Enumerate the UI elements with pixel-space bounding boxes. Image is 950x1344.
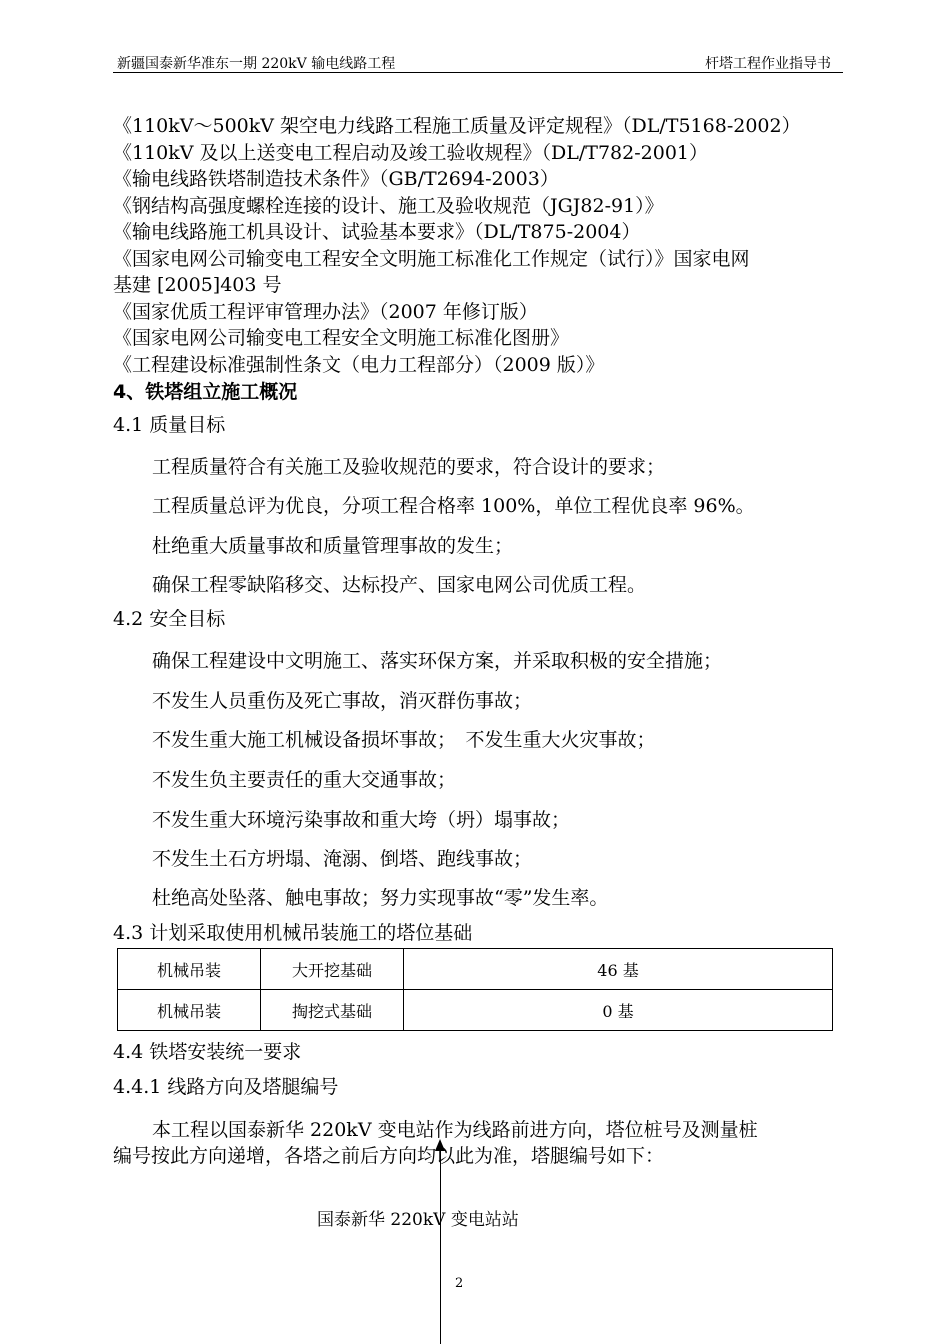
table-row — [118, 949, 833, 990]
reference-item: 《110kV～500kV 架空电力线路工程施工质量及评定规程》（DL/T5168-2002） — [113, 115, 801, 137]
arrow-up-icon — [435, 1139, 445, 1151]
reference-item: 《国家电网公司输变电工程安全文明施工标准化图册》 — [113, 327, 570, 349]
foundation-table — [117, 948, 833, 1031]
reference-item: 《工程建设标准强制性条文（电力工程部分）（2009 版）》 — [113, 354, 605, 376]
paragraph-line: 本工程以国泰新华 220kV 变电站作为线路前进方向，塔位桩号及测量桩 — [152, 1119, 758, 1141]
subsection-heading: 4.4.1 线路方向及塔腿编号 — [113, 1076, 339, 1098]
substation-label: 国泰新华 220kV 变电站站 — [317, 1210, 519, 1230]
reference-item: 《110kV 及以上送变电工程启动及竣工验收规程》（DL/T782-2001） — [113, 142, 709, 164]
safety-goal-item: 不发生负主要责任的重大交通事故； — [152, 769, 457, 791]
table-row — [118, 990, 833, 1031]
safety-goal-item: 不发生重大施工机械设备损坏事故； 不发生重大火灾事故； — [152, 729, 656, 751]
page-number: 2 — [455, 1276, 464, 1291]
reference-item: 《钢结构高强度螺栓连接的设计、施工及验收规范（JGJ82-91）》 — [113, 195, 664, 217]
table-cell: 0 基 — [404, 990, 833, 1031]
paragraph-line: 编号按此方向递增，各塔之前后方向均以此为准，塔腿编号如下： — [113, 1145, 665, 1167]
quality-goal-item: 杜绝重大质量事故和质量管理事故的发生； — [152, 535, 514, 557]
header-project-title: 新疆国泰新华准东一期 220kV 输电线路工程 — [117, 56, 396, 72]
reference-item: 《输电线路铁塔制造技术条件》（GB/T2694-2003） — [113, 168, 559, 190]
table-cell: 大开挖基础 — [261, 949, 404, 990]
subsection-heading: 4.2 安全目标 — [113, 608, 226, 630]
quality-goal-item: 确保工程零缺陷移交、达标投产、国家电网公司优质工程。 — [152, 574, 647, 596]
safety-goal-item: 不发生土石方坍塌、淹溺、倒塔、跑线事故； — [152, 848, 533, 870]
safety-goal-item: 不发生重大环境污染事故和重大垮（坍）塌事故； — [152, 809, 571, 831]
table-cell: 46 基 — [404, 949, 833, 990]
safety-goal-item: 杜绝高处坠落、触电事故；努力实现事故“零”发生率。 — [152, 887, 609, 909]
table-cell: 机械吊装 — [118, 949, 261, 990]
section-heading: 4、铁塔组立施工概况 — [113, 381, 298, 403]
subsection-heading: 4.1 质量目标 — [113, 414, 226, 436]
safety-goal-item: 确保工程建设中文明施工、落实环保方案，并采取积极的安全措施； — [152, 650, 723, 672]
reference-item: 《国家电网公司输变电工程安全文明施工标准化工作规定（试行）》国家电网 — [113, 248, 750, 270]
table-cell: 机械吊装 — [118, 990, 261, 1031]
header-rule — [113, 72, 843, 73]
table-cell: 掏挖式基础 — [261, 990, 404, 1031]
direction-arrow-line — [440, 1148, 441, 1344]
reference-item: 《国家优质工程评审管理办法》（2007 年修订版） — [113, 301, 538, 323]
reference-item: 《输电线路施工机具设计、试验基本要求》（DL/T875-2004） — [113, 221, 641, 243]
header-document-title: 杆塔工程作业指导书 — [705, 56, 831, 72]
quality-goal-item: 工程质量总评为优良，分项工程合格率 100%，单位工程优良率 96%。 — [152, 495, 755, 517]
subsection-heading: 4.3 计划采取使用机械吊装施工的塔位基础 — [113, 922, 473, 944]
subsection-heading: 4.4 铁塔安装统一要求 — [113, 1041, 302, 1063]
quality-goal-item: 工程质量符合有关施工及验收规范的要求，符合设计的要求； — [152, 456, 666, 478]
reference-item-continued: 基建 [2005]403 号 — [113, 274, 282, 296]
safety-goal-item: 不发生人员重伤及死亡事故，消灭群伤事故； — [152, 690, 533, 712]
